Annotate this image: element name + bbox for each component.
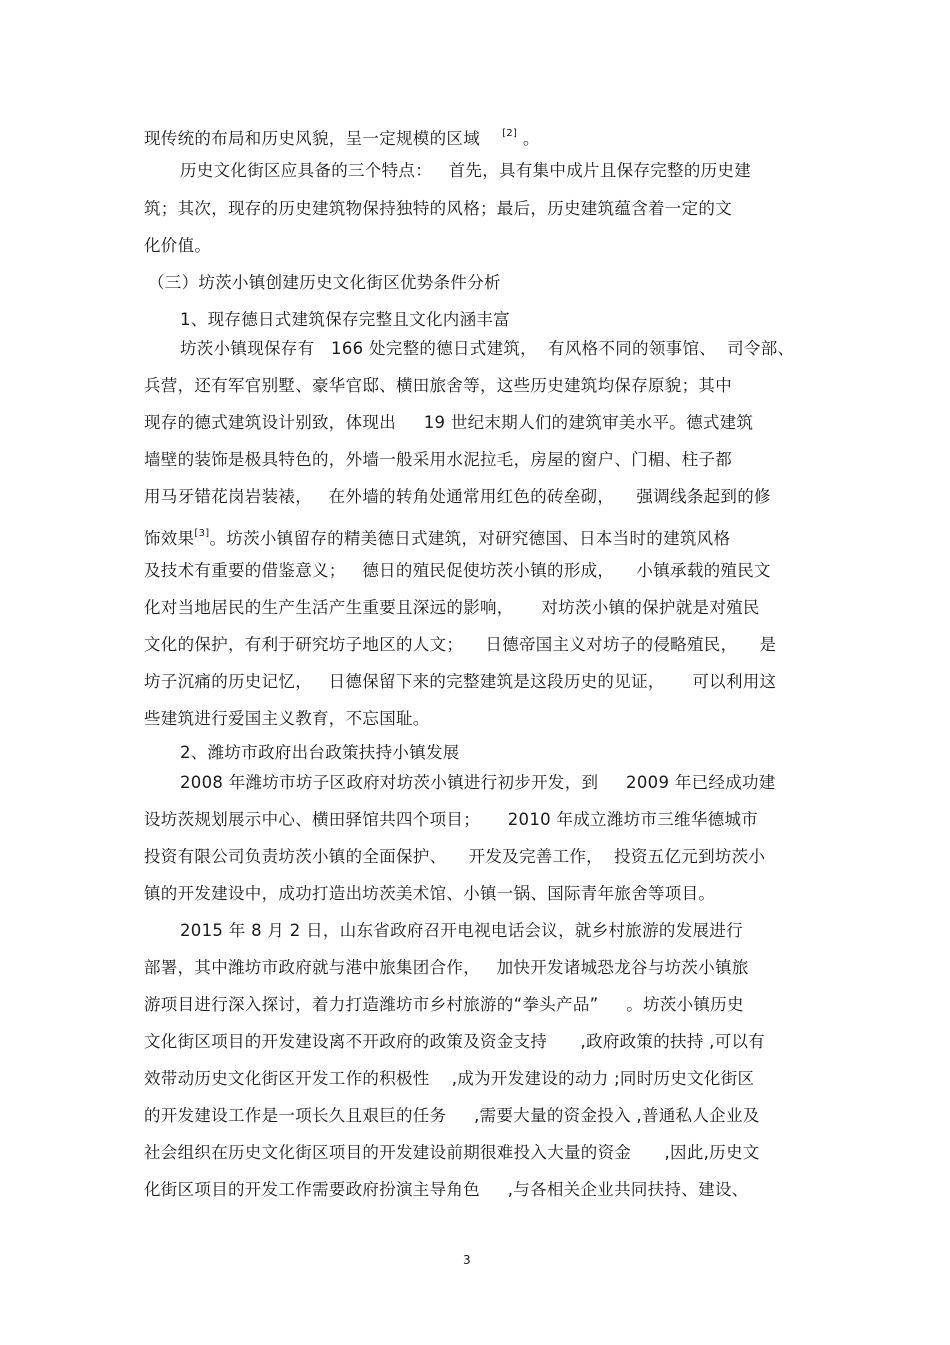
citation-3: [3] [194,528,210,539]
text-line: 文化的保护，有利于研究坊子地区的人文； 日德帝国主义对坊子的侵略殖民， 是 [144,635,777,654]
text-line: 部署，其中潍坊市政府就与港中旅集团合作， 加快开发诸城恐龙谷与坊茨小镇旅 [144,958,749,977]
text-line: 设坊茨规划展示中心、横田驿馆共四个项目； 2010 年成立潍坊市三维华德城市 [144,810,759,829]
page-number: 3 [463,1253,471,1267]
text-line: 社会组织在历史文化街区项目的开发建设前期很难投入大量的资金 ,因此,历史文 [144,1143,760,1162]
text-line: 坊茨小镇现保存有 166 处完整的德日式建筑， 有风格不同的领事馆、 司令部、 [180,339,795,358]
text-line: 现传统的布局和历史风貌，呈一定规模的区域 [2] 。 [144,128,540,148]
citation-2: [2] [502,128,518,139]
text-line: 些建筑进行爱国主义教育，不忘国耻。 [144,709,430,728]
text-line: 坊子沉痛的历史记忆， 日德保留下来的完整建筑是这段历史的见证， 可以利用这 [144,672,777,691]
text-line: 文化街区项目的开发建设离不开政府的政策及资金支持 ,政府政策的扶持 ,可以有 [144,1032,766,1051]
text-line: 投资有限公司负责坊茨小镇的全面保护、 开发及完善工作， 投资五亿元到坊茨小 [144,847,766,866]
text-line: 2015 年 8 月 2 日，山东省政府召开电视电话会议，就乡村旅游的发展进行 [180,921,743,940]
text-line: 2008 年潍坊市坊子区政府对坊茨小镇进行初步开发，到 2009 年已经成功建 [180,773,776,792]
text-line: 效带动历史文化街区开发工作的积极性 ,成为开发建设的动力 ;同时历史文化街区 [144,1069,755,1088]
text-line: 墙壁的装饰是极具特色的，外墙一般采用水泥拉毛，房屋的窗户、门楣、柱子都 [144,450,732,469]
text-line: 历史文化街区应具备的三个特点： 首先，具有集中成片且保存完整的历史建 [180,161,752,180]
text-line: 筑；其次，现存的历史建筑物保持独特的风格；最后，历史建筑蕴含着一定的文 [144,199,732,218]
text-line: 及技术有重要的借鉴意义； 德日的殖民促使坊茨小镇的形成， 小镇承载的殖民文 [144,561,771,580]
subsection-heading: 1、现存德日式建筑保存完整且文化内涵丰富 [180,310,510,329]
text-line: 化街区项目的开发工作需要政府扮演主导角色 ,与各相关企业共同扶持、建设、 [144,1180,749,1199]
subsection-heading: 2、潍坊市政府出台政策扶持小镇发展 [180,743,460,762]
text-line: 用马牙错花岗岩装裱， 在外墙的转角处通常用红色的砖垒砌， 强调线条起到的修 [144,487,771,506]
text-line: 化价值。 [144,236,212,255]
section-heading: （三）坊茨小镇创建历史文化街区优势条件分析 [148,273,501,292]
text-line: 现存的德式建筑设计别致，体现出 19 世纪末期人们的建筑审美水平。德式建筑 [144,413,754,432]
text-line: 镇的开发建设中，成功打造出坊茨美术馆、小镇一锅、国际青年旅舍等项目。 [144,884,716,903]
text-line: 游项目进行深入探讨，着力打造潍坊市乡村旅游的“拳头产品” 。坊茨小镇历史 [144,995,744,1014]
text-line: 化对当地居民的生产生活产生重要且深远的影响， 对坊茨小镇的保护就是对殖民 [144,598,760,617]
text-line: 饰效果[3]。坊茨小镇留存的精美德日式建筑，对研究德国、日本当时的建筑风格 [144,528,731,548]
text-line: 兵营，还有军官别墅、豪华官邸、横田旅舍等，这些历史建筑均保存原貌；其中 [144,376,732,395]
text-line: 的开发建设工作是一项长久且艰巨的任务 ,需要大量的资金投入 ,普通私人企业及 [144,1106,760,1125]
